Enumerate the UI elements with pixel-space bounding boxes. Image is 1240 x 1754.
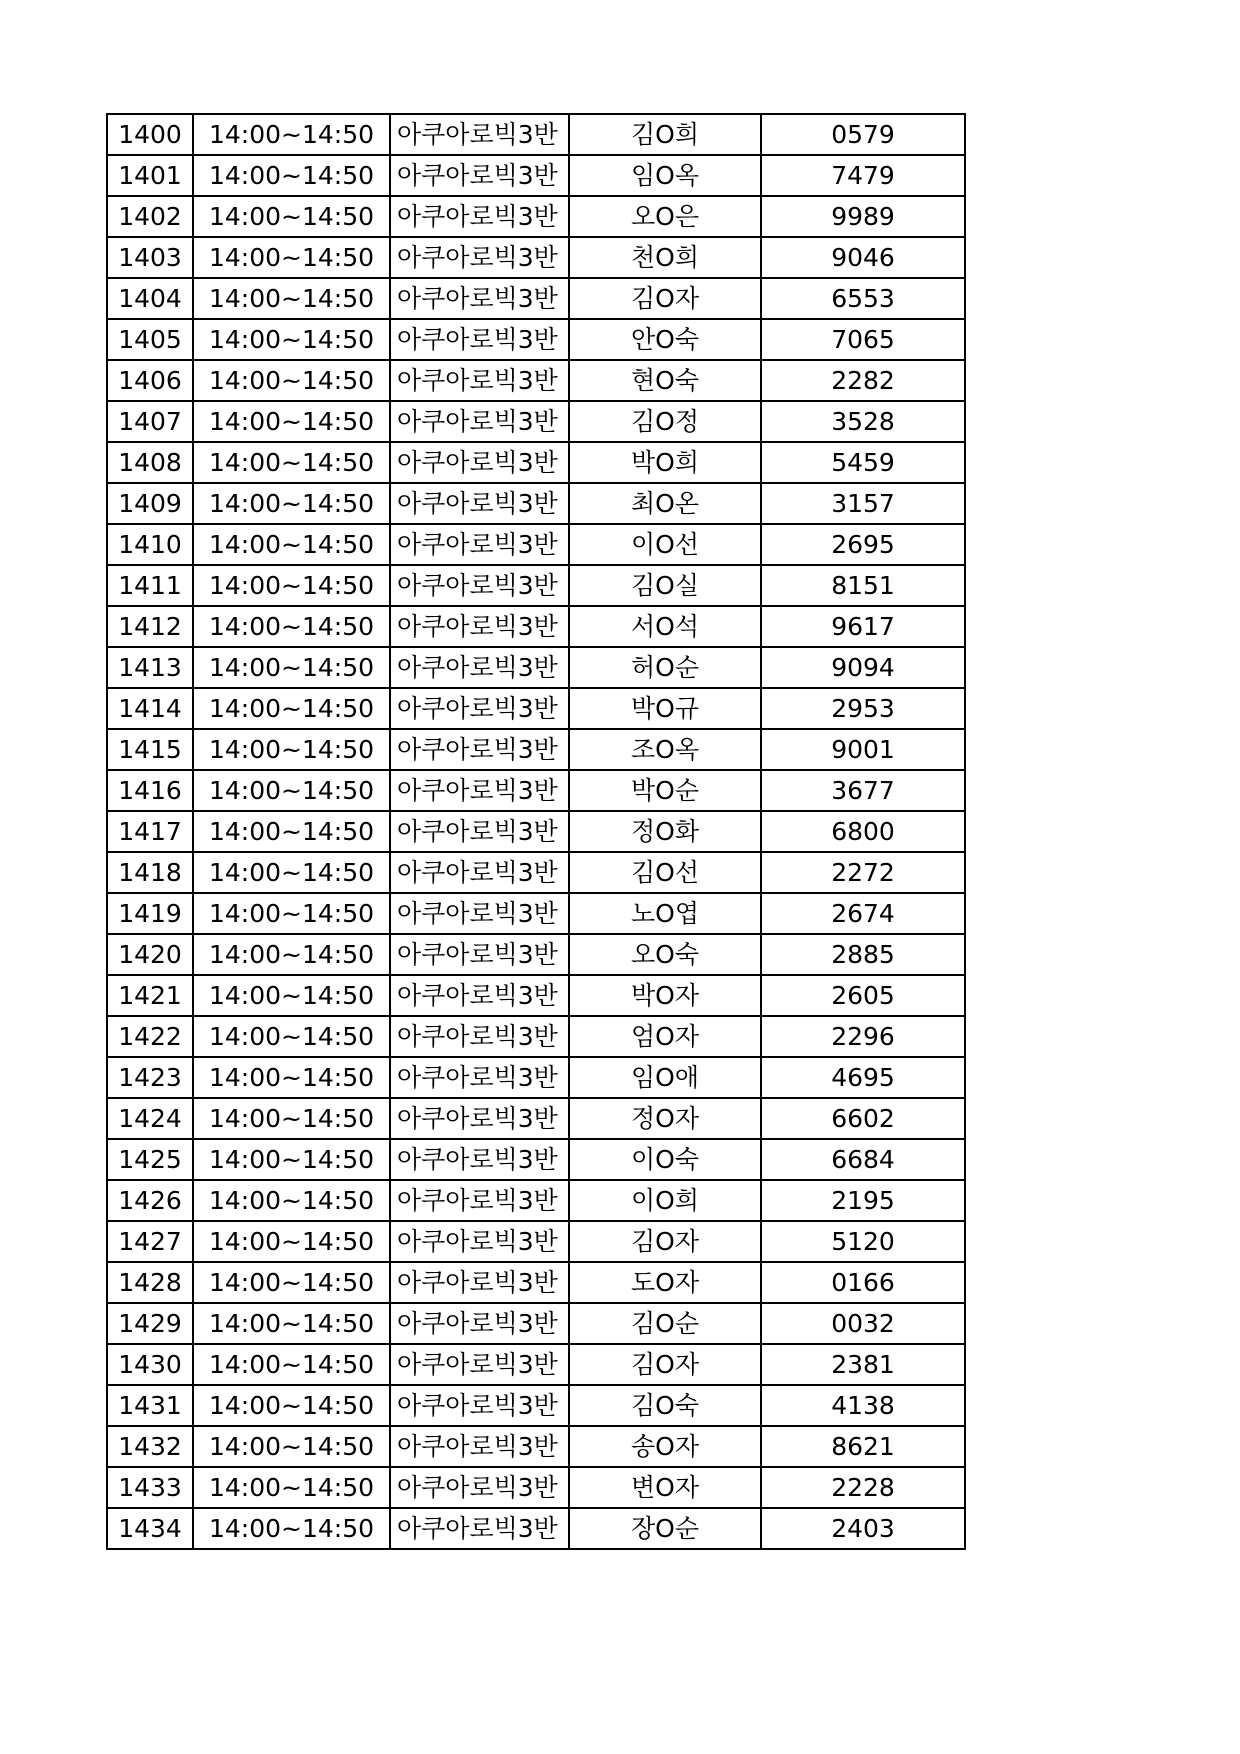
table-row <box>107 688 965 729</box>
member-code-cell: 0032 <box>761 1303 965 1344</box>
member-code-cell: 3528 <box>761 401 965 442</box>
member-code-cell: 9001 <box>761 729 965 770</box>
row-number-cell: 1402 <box>107 196 193 237</box>
time-slot-cell: 14:00~14:50 <box>193 360 390 401</box>
roster-table <box>106 113 966 1550</box>
row-number-cell: 1417 <box>107 811 193 852</box>
class-name-cell: 아쿠아로빅3반 <box>390 893 569 934</box>
member-name-cell: 이O선 <box>569 524 761 565</box>
row-number-cell: 1405 <box>107 319 193 360</box>
time-slot-cell: 14:00~14:50 <box>193 401 390 442</box>
member-name-cell: 노O엽 <box>569 893 761 934</box>
time-slot-cell: 14:00~14:50 <box>193 196 390 237</box>
row-number-cell: 1424 <box>107 1098 193 1139</box>
member-code-cell: 6800 <box>761 811 965 852</box>
row-number-cell: 1421 <box>107 975 193 1016</box>
member-code-cell: 2403 <box>761 1508 965 1549</box>
time-slot-cell: 14:00~14:50 <box>193 155 390 196</box>
member-code-cell: 2605 <box>761 975 965 1016</box>
row-number-cell: 1422 <box>107 1016 193 1057</box>
row-number-cell: 1407 <box>107 401 193 442</box>
time-slot-cell: 14:00~14:50 <box>193 1426 390 1467</box>
member-name-cell: 조O옥 <box>569 729 761 770</box>
class-name-cell: 아쿠아로빅3반 <box>390 442 569 483</box>
class-name-cell: 아쿠아로빅3반 <box>390 852 569 893</box>
class-name-cell: 아쿠아로빅3반 <box>390 934 569 975</box>
member-code-cell: 9989 <box>761 196 965 237</box>
member-code-cell: 2381 <box>761 1344 965 1385</box>
time-slot-cell: 14:00~14:50 <box>193 647 390 688</box>
time-slot-cell: 14:00~14:50 <box>193 1016 390 1057</box>
member-code-cell: 3157 <box>761 483 965 524</box>
table-row <box>107 1139 965 1180</box>
class-name-cell: 아쿠아로빅3반 <box>390 647 569 688</box>
row-number-cell: 1427 <box>107 1221 193 1262</box>
class-name-cell: 아쿠아로빅3반 <box>390 1098 569 1139</box>
time-slot-cell: 14:00~14:50 <box>193 1467 390 1508</box>
class-name-cell: 아쿠아로빅3반 <box>390 975 569 1016</box>
time-slot-cell: 14:00~14:50 <box>193 893 390 934</box>
member-name-cell: 김O정 <box>569 401 761 442</box>
member-code-cell: 9094 <box>761 647 965 688</box>
time-slot-cell: 14:00~14:50 <box>193 278 390 319</box>
member-name-cell: 이O숙 <box>569 1139 761 1180</box>
member-name-cell: 김O순 <box>569 1303 761 1344</box>
member-code-cell: 0579 <box>761 114 965 155</box>
table-row <box>107 1180 965 1221</box>
member-name-cell: 천O희 <box>569 237 761 278</box>
table-row <box>107 155 965 196</box>
row-number-cell: 1433 <box>107 1467 193 1508</box>
member-name-cell: 김O자 <box>569 1344 761 1385</box>
class-name-cell: 아쿠아로빅3반 <box>390 1508 569 1549</box>
row-number-cell: 1418 <box>107 852 193 893</box>
table-row <box>107 1426 965 1467</box>
table-row <box>107 196 965 237</box>
class-name-cell: 아쿠아로빅3반 <box>390 1057 569 1098</box>
member-code-cell: 9617 <box>761 606 965 647</box>
row-number-cell: 1404 <box>107 278 193 319</box>
table-row <box>107 1467 965 1508</box>
member-code-cell: 2272 <box>761 852 965 893</box>
member-code-cell: 2674 <box>761 893 965 934</box>
time-slot-cell: 14:00~14:50 <box>193 1221 390 1262</box>
member-name-cell: 허O순 <box>569 647 761 688</box>
member-name-cell: 송O자 <box>569 1426 761 1467</box>
time-slot-cell: 14:00~14:50 <box>193 237 390 278</box>
roster-body <box>107 114 965 1549</box>
time-slot-cell: 14:00~14:50 <box>193 975 390 1016</box>
class-name-cell: 아쿠아로빅3반 <box>390 565 569 606</box>
table-row <box>107 524 965 565</box>
row-number-cell: 1413 <box>107 647 193 688</box>
member-name-cell: 도O자 <box>569 1262 761 1303</box>
table-row <box>107 934 965 975</box>
table-row <box>107 319 965 360</box>
member-code-cell: 2195 <box>761 1180 965 1221</box>
member-name-cell: 김O선 <box>569 852 761 893</box>
class-name-cell: 아쿠아로빅3반 <box>390 114 569 155</box>
member-name-cell: 안O숙 <box>569 319 761 360</box>
table-row <box>107 1508 965 1549</box>
member-code-cell: 7479 <box>761 155 965 196</box>
class-name-cell: 아쿠아로빅3반 <box>390 729 569 770</box>
row-number-cell: 1416 <box>107 770 193 811</box>
class-name-cell: 아쿠아로빅3반 <box>390 360 569 401</box>
table-row <box>107 1385 965 1426</box>
member-code-cell: 6602 <box>761 1098 965 1139</box>
row-number-cell: 1400 <box>107 114 193 155</box>
time-slot-cell: 14:00~14:50 <box>193 524 390 565</box>
member-code-cell: 2282 <box>761 360 965 401</box>
table-row <box>107 975 965 1016</box>
table-row <box>107 729 965 770</box>
table-row <box>107 1057 965 1098</box>
time-slot-cell: 14:00~14:50 <box>193 811 390 852</box>
row-number-cell: 1409 <box>107 483 193 524</box>
row-number-cell: 1426 <box>107 1180 193 1221</box>
row-number-cell: 1415 <box>107 729 193 770</box>
time-slot-cell: 14:00~14:50 <box>193 1098 390 1139</box>
member-code-cell: 4695 <box>761 1057 965 1098</box>
class-name-cell: 아쿠아로빅3반 <box>390 155 569 196</box>
time-slot-cell: 14:00~14:50 <box>193 319 390 360</box>
member-name-cell: 오O은 <box>569 196 761 237</box>
class-name-cell: 아쿠아로빅3반 <box>390 401 569 442</box>
member-name-cell: 서O석 <box>569 606 761 647</box>
member-name-cell: 이O희 <box>569 1180 761 1221</box>
member-code-cell: 2296 <box>761 1016 965 1057</box>
member-name-cell: 박O순 <box>569 770 761 811</box>
class-name-cell: 아쿠아로빅3반 <box>390 483 569 524</box>
time-slot-cell: 14:00~14:50 <box>193 1139 390 1180</box>
row-number-cell: 1401 <box>107 155 193 196</box>
member-code-cell: 0166 <box>761 1262 965 1303</box>
time-slot-cell: 14:00~14:50 <box>193 1344 390 1385</box>
class-name-cell: 아쿠아로빅3반 <box>390 1467 569 1508</box>
member-code-cell: 5459 <box>761 442 965 483</box>
member-code-cell: 2695 <box>761 524 965 565</box>
time-slot-cell: 14:00~14:50 <box>193 934 390 975</box>
member-name-cell: 박O희 <box>569 442 761 483</box>
table-row <box>107 1221 965 1262</box>
time-slot-cell: 14:00~14:50 <box>193 729 390 770</box>
time-slot-cell: 14:00~14:50 <box>193 1385 390 1426</box>
table-row <box>107 1262 965 1303</box>
class-name-cell: 아쿠아로빅3반 <box>390 524 569 565</box>
row-number-cell: 1412 <box>107 606 193 647</box>
class-name-cell: 아쿠아로빅3반 <box>390 770 569 811</box>
class-name-cell: 아쿠아로빅3반 <box>390 1016 569 1057</box>
member-code-cell: 2885 <box>761 934 965 975</box>
time-slot-cell: 14:00~14:50 <box>193 114 390 155</box>
table-row <box>107 360 965 401</box>
row-number-cell: 1419 <box>107 893 193 934</box>
class-name-cell: 아쿠아로빅3반 <box>390 1426 569 1467</box>
class-name-cell: 아쿠아로빅3반 <box>390 319 569 360</box>
member-name-cell: 정O화 <box>569 811 761 852</box>
row-number-cell: 1420 <box>107 934 193 975</box>
class-name-cell: 아쿠아로빅3반 <box>390 1180 569 1221</box>
class-name-cell: 아쿠아로빅3반 <box>390 196 569 237</box>
time-slot-cell: 14:00~14:50 <box>193 852 390 893</box>
member-name-cell: 박O자 <box>569 975 761 1016</box>
table-row <box>107 1016 965 1057</box>
row-number-cell: 1414 <box>107 688 193 729</box>
member-code-cell: 3677 <box>761 770 965 811</box>
member-code-cell: 8621 <box>761 1426 965 1467</box>
time-slot-cell: 14:00~14:50 <box>193 442 390 483</box>
table-row <box>107 483 965 524</box>
member-code-cell: 6553 <box>761 278 965 319</box>
time-slot-cell: 14:00~14:50 <box>193 1303 390 1344</box>
table-row <box>107 893 965 934</box>
table-row <box>107 606 965 647</box>
time-slot-cell: 14:00~14:50 <box>193 483 390 524</box>
time-slot-cell: 14:00~14:50 <box>193 606 390 647</box>
member-name-cell: 김O희 <box>569 114 761 155</box>
time-slot-cell: 14:00~14:50 <box>193 1508 390 1549</box>
table-row <box>107 1303 965 1344</box>
member-code-cell: 2953 <box>761 688 965 729</box>
class-name-cell: 아쿠아로빅3반 <box>390 1139 569 1180</box>
class-name-cell: 아쿠아로빅3반 <box>390 1344 569 1385</box>
row-number-cell: 1431 <box>107 1385 193 1426</box>
table-row <box>107 770 965 811</box>
member-code-cell: 4138 <box>761 1385 965 1426</box>
class-name-cell: 아쿠아로빅3반 <box>390 811 569 852</box>
table-row <box>107 811 965 852</box>
table-row <box>107 442 965 483</box>
row-number-cell: 1423 <box>107 1057 193 1098</box>
table-row <box>107 1098 965 1139</box>
member-code-cell: 9046 <box>761 237 965 278</box>
time-slot-cell: 14:00~14:50 <box>193 688 390 729</box>
row-number-cell: 1428 <box>107 1262 193 1303</box>
row-number-cell: 1406 <box>107 360 193 401</box>
class-name-cell: 아쿠아로빅3반 <box>390 688 569 729</box>
member-name-cell: 김O숙 <box>569 1385 761 1426</box>
member-name-cell: 김O실 <box>569 565 761 606</box>
time-slot-cell: 14:00~14:50 <box>193 770 390 811</box>
row-number-cell: 1425 <box>107 1139 193 1180</box>
row-number-cell: 1434 <box>107 1508 193 1549</box>
class-name-cell: 아쿠아로빅3반 <box>390 278 569 319</box>
member-name-cell: 정O자 <box>569 1098 761 1139</box>
member-code-cell: 7065 <box>761 319 965 360</box>
member-name-cell: 현O숙 <box>569 360 761 401</box>
member-name-cell: 엄O자 <box>569 1016 761 1057</box>
table-row <box>107 1344 965 1385</box>
table-row <box>107 565 965 606</box>
table-row <box>107 114 965 155</box>
member-name-cell: 오O숙 <box>569 934 761 975</box>
row-number-cell: 1411 <box>107 565 193 606</box>
class-name-cell: 아쿠아로빅3반 <box>390 237 569 278</box>
row-number-cell: 1408 <box>107 442 193 483</box>
row-number-cell: 1432 <box>107 1426 193 1467</box>
row-number-cell: 1403 <box>107 237 193 278</box>
member-code-cell: 8151 <box>761 565 965 606</box>
member-name-cell: 임O옥 <box>569 155 761 196</box>
member-code-cell: 6684 <box>761 1139 965 1180</box>
member-name-cell: 김O자 <box>569 278 761 319</box>
table-row <box>107 237 965 278</box>
class-name-cell: 아쿠아로빅3반 <box>390 1262 569 1303</box>
time-slot-cell: 14:00~14:50 <box>193 1262 390 1303</box>
row-number-cell: 1429 <box>107 1303 193 1344</box>
member-name-cell: 장O순 <box>569 1508 761 1549</box>
member-name-cell: 임O애 <box>569 1057 761 1098</box>
member-name-cell: 변O자 <box>569 1467 761 1508</box>
time-slot-cell: 14:00~14:50 <box>193 1180 390 1221</box>
member-name-cell: 최O온 <box>569 483 761 524</box>
table-row <box>107 647 965 688</box>
table-row <box>107 278 965 319</box>
member-name-cell: 박O규 <box>569 688 761 729</box>
table-row <box>107 852 965 893</box>
class-name-cell: 아쿠아로빅3반 <box>390 1385 569 1426</box>
row-number-cell: 1430 <box>107 1344 193 1385</box>
class-name-cell: 아쿠아로빅3반 <box>390 606 569 647</box>
class-name-cell: 아쿠아로빅3반 <box>390 1303 569 1344</box>
time-slot-cell: 14:00~14:50 <box>193 565 390 606</box>
member-code-cell: 2228 <box>761 1467 965 1508</box>
member-name-cell: 김O자 <box>569 1221 761 1262</box>
row-number-cell: 1410 <box>107 524 193 565</box>
class-name-cell: 아쿠아로빅3반 <box>390 1221 569 1262</box>
table-row <box>107 401 965 442</box>
time-slot-cell: 14:00~14:50 <box>193 1057 390 1098</box>
member-code-cell: 5120 <box>761 1221 965 1262</box>
